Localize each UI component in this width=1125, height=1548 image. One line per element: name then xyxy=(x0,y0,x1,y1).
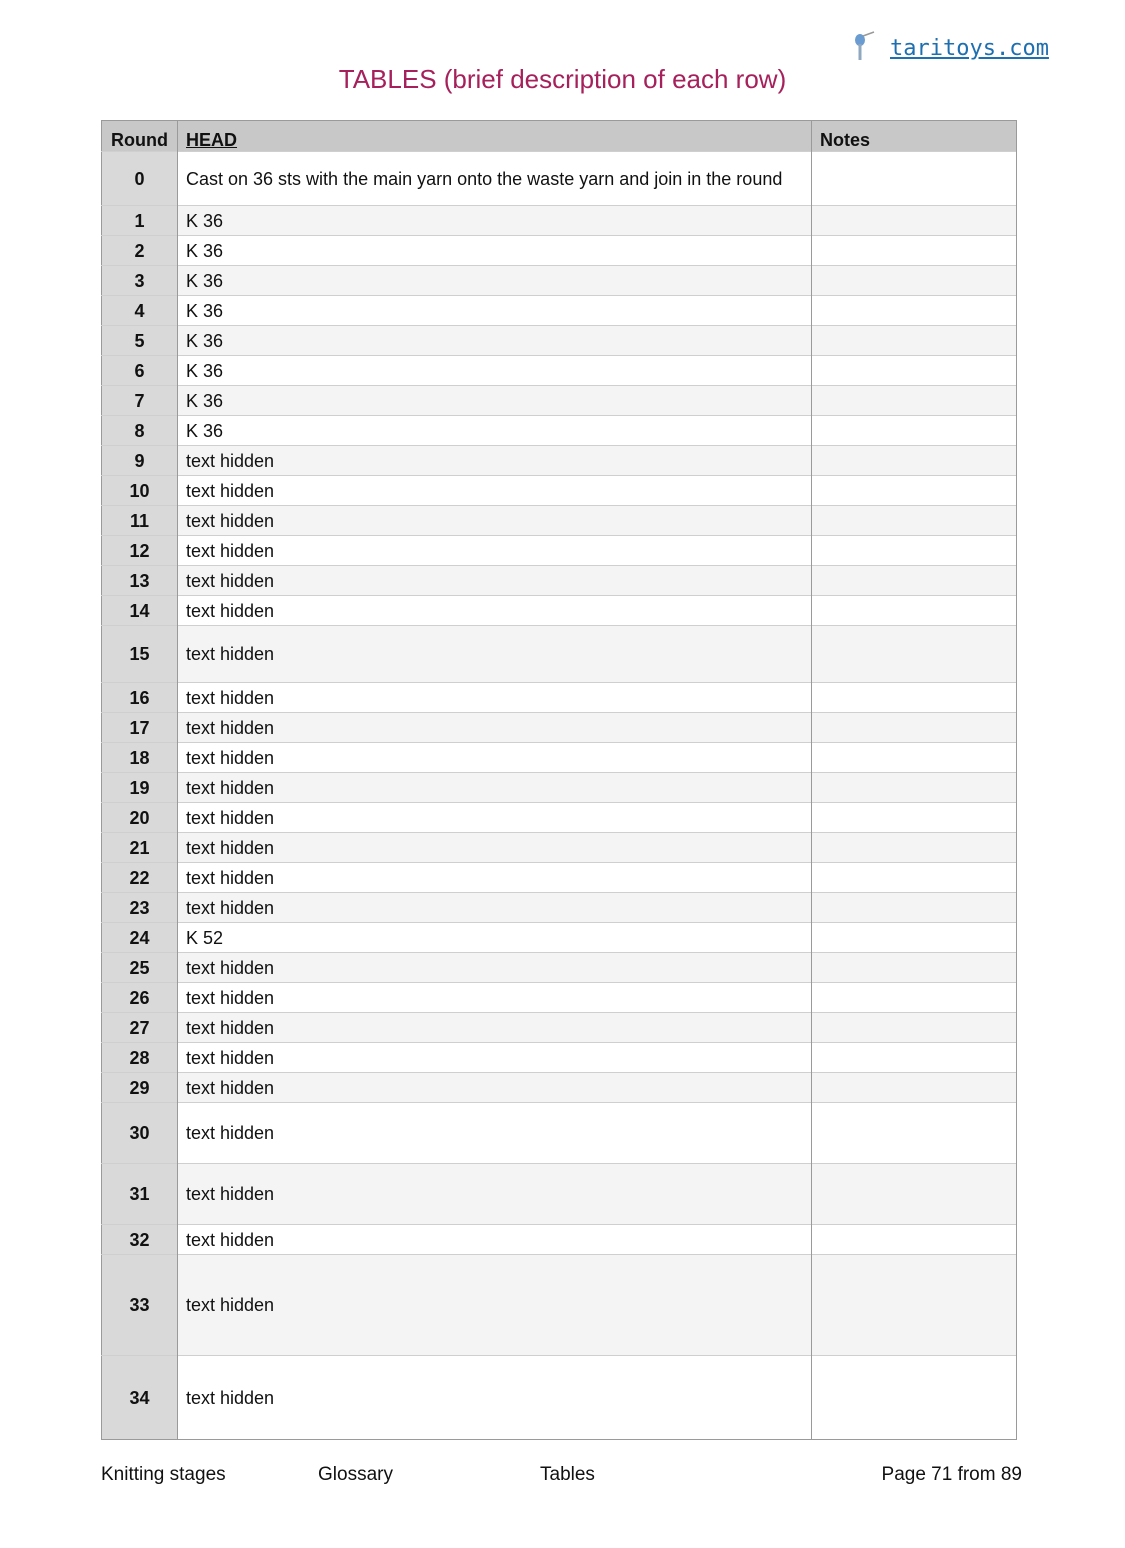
footer-link-knitting-stages[interactable]: Knitting stages xyxy=(101,1464,226,1485)
pin-icon xyxy=(848,28,878,64)
round-description: text hidden xyxy=(178,476,812,506)
round-notes xyxy=(812,1073,1017,1103)
table-row xyxy=(102,206,1017,236)
table-row xyxy=(102,953,1017,983)
round-notes xyxy=(812,596,1017,626)
round-notes xyxy=(812,266,1017,296)
table-row xyxy=(102,833,1017,863)
table-row xyxy=(102,626,1017,683)
table-row xyxy=(102,1013,1017,1043)
table-row xyxy=(102,743,1017,773)
page-title: TABLES (brief description of each row) xyxy=(338,64,787,94)
round-number: 19 xyxy=(102,773,178,803)
round-number: 30 xyxy=(102,1103,178,1164)
round-notes xyxy=(812,386,1017,416)
table-row xyxy=(102,683,1017,713)
table-row xyxy=(102,713,1017,743)
footer-link-glossary[interactable]: Glossary xyxy=(318,1464,393,1485)
table-row xyxy=(102,416,1017,446)
round-notes xyxy=(812,626,1017,683)
round-description: text hidden xyxy=(178,1043,812,1073)
round-description: text hidden xyxy=(178,683,812,713)
round-notes xyxy=(812,833,1017,863)
round-number: 10 xyxy=(102,476,178,506)
round-description: text hidden xyxy=(178,983,812,1013)
round-notes xyxy=(812,803,1017,833)
table-row xyxy=(102,983,1017,1013)
round-notes xyxy=(812,1356,1017,1440)
round-number: 32 xyxy=(102,1225,178,1255)
round-notes xyxy=(812,713,1017,743)
round-number: 7 xyxy=(102,386,178,416)
round-description: K 52 xyxy=(178,923,812,953)
round-number: 22 xyxy=(102,863,178,893)
round-number: 2 xyxy=(102,236,178,266)
table-row xyxy=(102,386,1017,416)
table-row xyxy=(102,1073,1017,1103)
round-notes xyxy=(812,1255,1017,1356)
page-number: Page 71 from 89 xyxy=(881,1464,1022,1485)
round-notes xyxy=(812,446,1017,476)
table-row xyxy=(102,863,1017,893)
table-row xyxy=(102,1043,1017,1073)
round-number: 17 xyxy=(102,713,178,743)
round-description: text hidden xyxy=(178,1255,812,1356)
round-number: 31 xyxy=(102,1164,178,1225)
round-notes xyxy=(812,152,1017,206)
round-description: K 36 xyxy=(178,386,812,416)
table-row xyxy=(102,296,1017,326)
round-description: text hidden xyxy=(178,1013,812,1043)
round-notes xyxy=(812,1043,1017,1073)
round-number: 34 xyxy=(102,1356,178,1440)
round-notes xyxy=(812,476,1017,506)
round-description: text hidden xyxy=(178,446,812,476)
round-notes xyxy=(812,1013,1017,1043)
round-description: text hidden xyxy=(178,833,812,863)
round-description: K 36 xyxy=(178,416,812,446)
round-number: 13 xyxy=(102,566,178,596)
round-description: text hidden xyxy=(178,506,812,536)
round-description: text hidden xyxy=(178,536,812,566)
table-row xyxy=(102,326,1017,356)
round-notes xyxy=(812,566,1017,596)
round-number: 12 xyxy=(102,536,178,566)
site-logo[interactable] xyxy=(848,26,1049,66)
round-number: 9 xyxy=(102,446,178,476)
round-notes xyxy=(812,983,1017,1013)
table-row xyxy=(102,1356,1017,1440)
round-number: 6 xyxy=(102,356,178,386)
round-description: text hidden xyxy=(178,1073,812,1103)
round-notes xyxy=(812,1225,1017,1255)
round-description: K 36 xyxy=(178,236,812,266)
round-number: 33 xyxy=(102,1255,178,1356)
round-notes xyxy=(812,773,1017,803)
column-header-notes: Notes xyxy=(812,121,1017,152)
table-row xyxy=(102,356,1017,386)
round-description: text hidden xyxy=(178,803,812,833)
table-row xyxy=(102,446,1017,476)
table-row xyxy=(102,566,1017,596)
round-notes xyxy=(812,206,1017,236)
round-description: Cast on 36 sts with the main yarn onto the waste yarn and join in the round xyxy=(178,152,812,206)
round-description: K 36 xyxy=(178,206,812,236)
table-header-row xyxy=(102,121,1017,152)
round-description: text hidden xyxy=(178,1356,812,1440)
round-number: 21 xyxy=(102,833,178,863)
round-number: 25 xyxy=(102,953,178,983)
round-description: text hidden xyxy=(178,596,812,626)
round-number: 27 xyxy=(102,1013,178,1043)
round-notes xyxy=(812,416,1017,446)
round-description: text hidden xyxy=(178,626,812,683)
round-number: 4 xyxy=(102,296,178,326)
round-description: text hidden xyxy=(178,1225,812,1255)
table-row xyxy=(102,536,1017,566)
round-notes xyxy=(812,506,1017,536)
table-row xyxy=(102,596,1017,626)
site-brand-link[interactable]: taritoys.com xyxy=(890,35,1049,61)
round-notes xyxy=(812,296,1017,326)
column-header-head xyxy=(178,121,812,152)
round-notes xyxy=(812,326,1017,356)
round-number: 28 xyxy=(102,1043,178,1073)
round-description: text hidden xyxy=(178,566,812,596)
round-number: 14 xyxy=(102,596,178,626)
round-number: 29 xyxy=(102,1073,178,1103)
column-header-head-label: HEAD xyxy=(186,130,238,150)
table-row xyxy=(102,1225,1017,1255)
table-row xyxy=(102,152,1017,206)
round-description: text hidden xyxy=(178,863,812,893)
table-body xyxy=(102,152,1017,1440)
round-notes xyxy=(812,1164,1017,1225)
round-number: 1 xyxy=(102,206,178,236)
round-notes xyxy=(812,953,1017,983)
table-row xyxy=(102,476,1017,506)
round-description: text hidden xyxy=(178,773,812,803)
round-number: 26 xyxy=(102,983,178,1013)
round-notes xyxy=(812,863,1017,893)
round-description: text hidden xyxy=(178,893,812,923)
column-header-round: Round xyxy=(102,121,178,152)
rounds-table xyxy=(101,120,1017,1440)
round-notes xyxy=(812,683,1017,713)
table-row xyxy=(102,923,1017,953)
footer-link-tables[interactable]: Tables xyxy=(540,1464,595,1485)
round-description: K 36 xyxy=(178,266,812,296)
round-description: text hidden xyxy=(178,1103,812,1164)
table-row xyxy=(102,773,1017,803)
round-notes xyxy=(812,236,1017,266)
round-notes xyxy=(812,356,1017,386)
round-number: 16 xyxy=(102,683,178,713)
round-description: text hidden xyxy=(178,1164,812,1225)
table-row xyxy=(102,236,1017,266)
round-number: 5 xyxy=(102,326,178,356)
round-notes xyxy=(812,743,1017,773)
table-row xyxy=(102,1164,1017,1225)
round-number: 3 xyxy=(102,266,178,296)
round-description: K 36 xyxy=(178,326,812,356)
round-number: 0 xyxy=(102,152,178,206)
table-row xyxy=(102,506,1017,536)
round-description: text hidden xyxy=(178,953,812,983)
table-row xyxy=(102,1103,1017,1164)
round-number: 20 xyxy=(102,803,178,833)
round-number: 8 xyxy=(102,416,178,446)
round-description: text hidden xyxy=(178,743,812,773)
round-number: 11 xyxy=(102,506,178,536)
table-row xyxy=(102,1255,1017,1356)
table-row xyxy=(102,803,1017,833)
round-description: K 36 xyxy=(178,356,812,386)
round-description: text hidden xyxy=(178,713,812,743)
round-number: 24 xyxy=(102,923,178,953)
table-row xyxy=(102,893,1017,923)
round-number: 15 xyxy=(102,626,178,683)
round-description: K 36 xyxy=(178,296,812,326)
round-number: 18 xyxy=(102,743,178,773)
round-number: 23 xyxy=(102,893,178,923)
table-row xyxy=(102,266,1017,296)
round-notes xyxy=(812,1103,1017,1164)
round-notes xyxy=(812,923,1017,953)
round-notes xyxy=(812,536,1017,566)
round-notes xyxy=(812,893,1017,923)
